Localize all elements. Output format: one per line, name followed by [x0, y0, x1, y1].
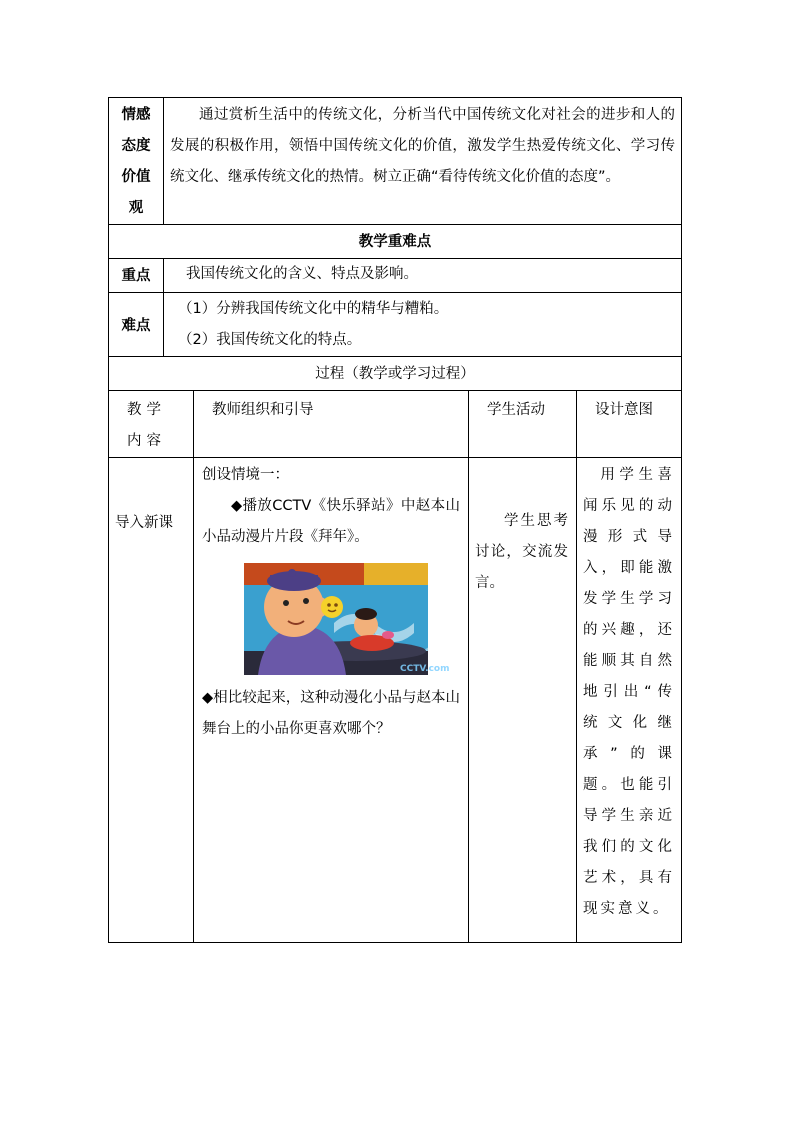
emotion-row	[109, 98, 682, 225]
difficult-item: （2）我国传统文化的特点。	[178, 332, 362, 348]
row-teacher	[194, 458, 469, 943]
lesson-plan-document	[108, 97, 681, 943]
row-content	[109, 458, 194, 943]
row-student	[469, 458, 577, 943]
difficult-label: 难点	[109, 293, 164, 357]
teacher-item-1: ◆播放CCTV《快乐驿站》中赵本山小品动漫片片段《拜年》。	[202, 498, 460, 545]
key-text: 我国传统文化的含义、特点及影响。	[164, 259, 682, 293]
emotion-text: 通过赏析生活中的传统文化，分析当代中国传统文化对社会的进步和人的发展的积极作用，领悟中国传统文化的价值，激发学生热爱传统文化、学习传统文化、继承传统文化的热情。树立正确“看待传统文化价值的态度”。	[164, 98, 682, 225]
emotion-label	[109, 98, 164, 225]
svg-text:CCTV.com: CCTV.com	[400, 664, 450, 674]
column-header-content	[109, 391, 194, 458]
column-header-student: 学生活动	[469, 391, 577, 458]
process-header: 过程（教学或学习过程）	[109, 357, 682, 391]
row-content-label: 导入新课	[115, 515, 173, 531]
emotion-label-line: 价值	[121, 169, 151, 185]
student-activity: 学生思考讨论，交流发言。	[475, 513, 568, 591]
column-header-row	[109, 391, 682, 458]
teacher-item-2: ◆相比较起来，这种动漫化小品与赵本山舞台上的小品你更喜欢哪个？	[202, 690, 460, 737]
lesson-plan-table	[108, 97, 682, 943]
process-header-row	[109, 357, 682, 391]
difficult-item: （1）分辨我国传统文化中的精华与糟粕。	[178, 301, 449, 317]
key-difficult-header-row	[109, 225, 682, 259]
emotion-label-line: 观	[128, 200, 144, 216]
column-header-teacher: 教师组织和引导	[194, 391, 469, 458]
cartoon-image	[244, 563, 450, 675]
difficult-row	[109, 293, 682, 357]
key-difficult-header: 教学重难点	[109, 225, 682, 259]
column-header-content-label: 教学内容	[127, 402, 166, 449]
emotion-label-line: 态度	[121, 138, 151, 154]
design-intent: 用学生喜闻乐见的动漫形式导入，即能激发学生学习的兴趣，还能顺其自然地引出“传统文化继承”的课题。也能引导学生亲近我们的文化艺术，具有现实意义。	[583, 467, 676, 917]
row-design	[577, 458, 682, 943]
difficult-items	[164, 293, 682, 357]
key-row	[109, 259, 682, 293]
column-header-design: 设计意图	[577, 391, 682, 458]
teacher-intro: 创设情境一：	[202, 467, 289, 483]
key-label: 重点	[109, 259, 164, 293]
emotion-label-line: 情感	[121, 107, 151, 123]
process-row	[109, 458, 682, 943]
